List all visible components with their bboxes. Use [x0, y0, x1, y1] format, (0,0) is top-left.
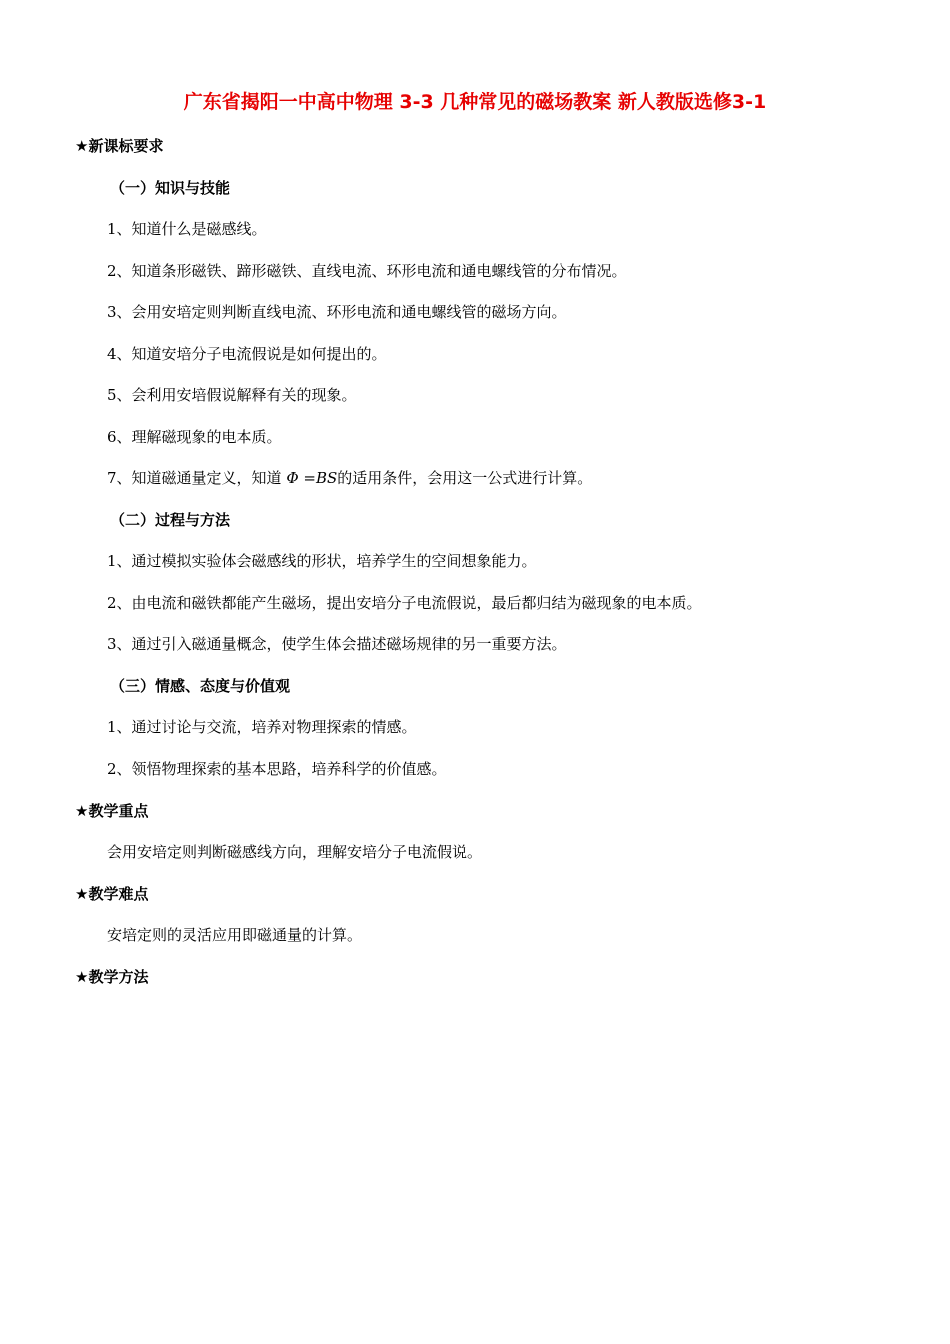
section-heading-difficulties: ★教学难点: [75, 885, 149, 903]
section-heading-methods: ★教学方法: [75, 968, 149, 986]
sub-heading-knowledge-skills: （一）知识与技能: [110, 179, 231, 197]
item-text-prefix: 7、知道磁通量定义，知道: [107, 469, 287, 487]
item-text-suffix: 的适用条件，会用这一公式进行计算。: [337, 469, 593, 487]
list-item: 1、通过模拟实验体会磁感线的形状，培养学生的空间想象能力。: [107, 552, 537, 570]
page-title: 广东省揭阳一中高中物理 3-3 几种常见的磁场教案 新人教版选修3-1: [183, 91, 767, 113]
section-heading-curriculum: ★新课标要求: [75, 137, 164, 155]
list-item: 5、会利用安培假说解释有关的现象。: [107, 386, 357, 404]
list-item: 1、知道什么是磁感线。: [107, 220, 267, 238]
key-points-text: 会用安培定则判断磁感线方向，理解安培分子电流假说。: [107, 843, 483, 861]
difficulties-text: 安培定则的灵活应用即磁通量的计算。: [107, 926, 363, 944]
section-heading-key-points: ★教学重点: [75, 802, 149, 820]
list-item: 2、由电流和磁铁都能产生磁场，提出安培分子电流假说，最后都归结为磁现象的电本质。: [107, 594, 702, 612]
list-item: 2、知道条形磁铁、蹄形磁铁、直线电流、环形电流和通电螺线管的分布情况。: [107, 262, 627, 280]
list-item: 3、通过引入磁通量概念，使学生体会描述磁场规律的另一重要方法。: [107, 635, 567, 653]
list-item: 4、知道安培分子电流假说是如何提出的。: [107, 345, 387, 363]
list-item: 1、通过讨论与交流，培养对物理探索的情感。: [107, 718, 417, 736]
list-item: 3、会用安培定则判断直线电流、环形电流和通电螺线管的磁场方向。: [107, 303, 567, 321]
list-item: 6、理解磁现象的电本质。: [107, 428, 282, 446]
sub-heading-emotion-values: （三）情感、态度与价值观: [110, 677, 291, 695]
flux-formula: Φ =BS: [286, 469, 338, 487]
list-item-flux-formula: [107, 467, 592, 489]
list-item: 2、领悟物理探索的基本思路，培养科学的价值感。: [107, 760, 447, 778]
sub-heading-process-methods: （二）过程与方法: [110, 511, 231, 529]
